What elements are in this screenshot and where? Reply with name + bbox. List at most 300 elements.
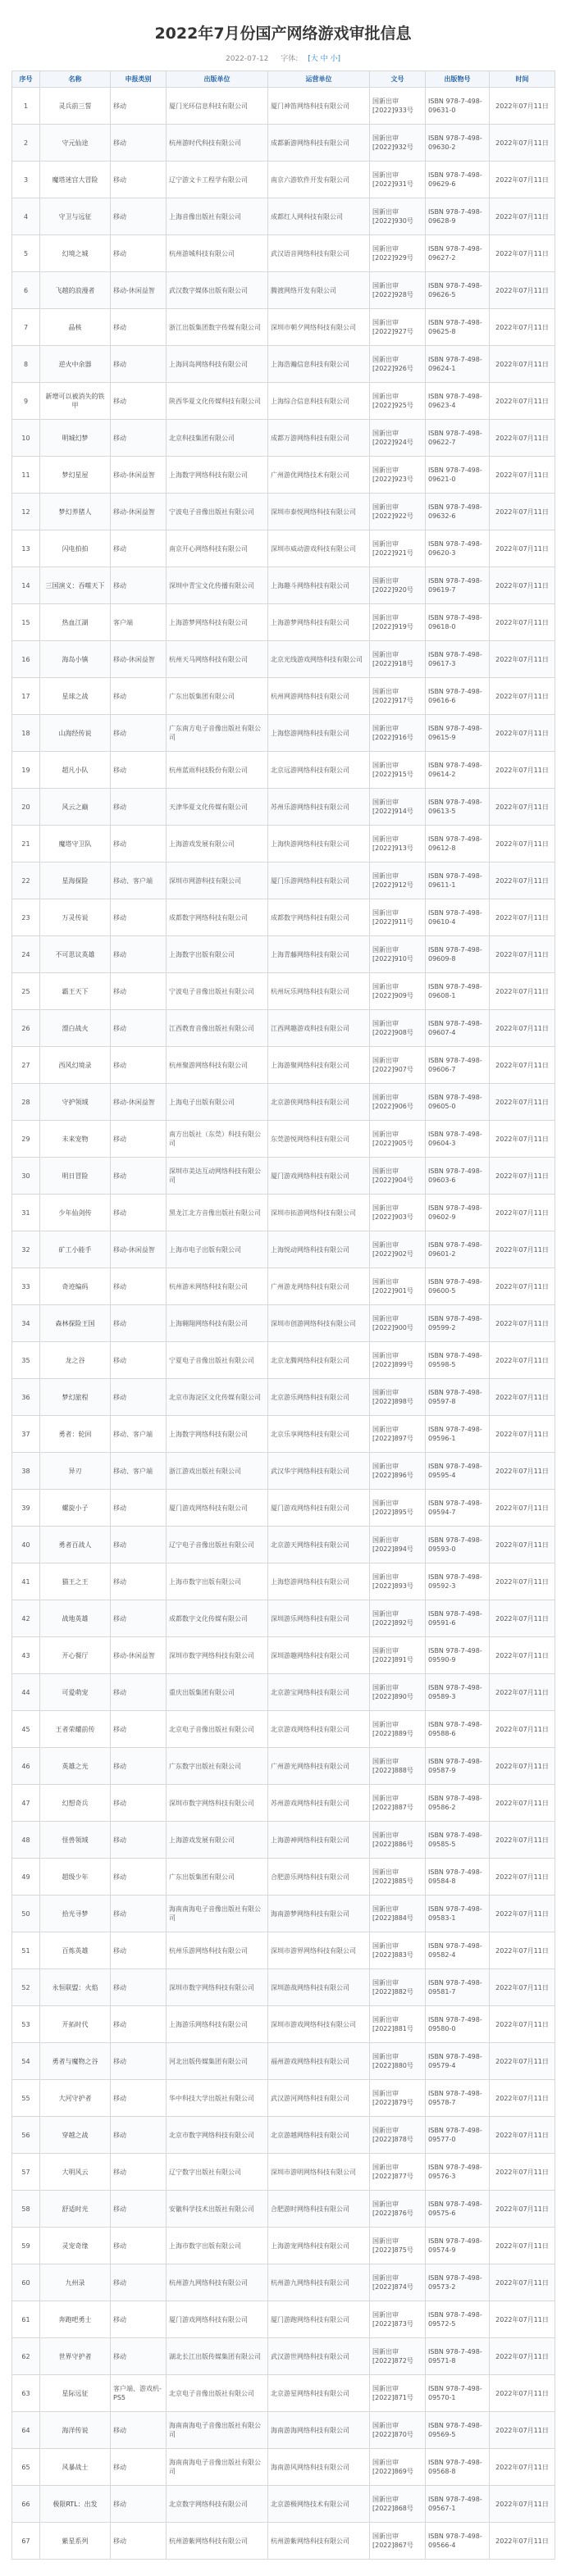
cell-publisher: 浙江游戏出版社有限公司 <box>167 1453 268 1490</box>
cell-approval-no: 国新出审[2022]900号 <box>370 1305 426 1342</box>
cell-operator: 武汉游世网络科技有限公司 <box>268 2338 370 2375</box>
cell-name: 闪电拍拍 <box>40 530 111 567</box>
cell-date: 2022年07月11日 <box>490 1896 555 1932</box>
cell-category: 移动-休闲益智 <box>111 1231 167 1268</box>
cell-category: 移动 <box>111 2006 167 2043</box>
cell-date: 2022年07月11日 <box>490 1600 555 1637</box>
cell-isbn: ISBN 978-7-498-09608-1 <box>426 973 490 1010</box>
cell-approval-no: 国新出审[2022]897号 <box>370 1416 426 1453</box>
cell-category: 移动 <box>111 2080 167 2117</box>
cell-approval-no: 国新出审[2022]899号 <box>370 1342 426 1379</box>
cell-operator: 杭州玩乐网络科技有限公司 <box>268 973 370 1010</box>
table-row <box>12 272 555 309</box>
cell-date: 2022年07月11日 <box>490 2117 555 2154</box>
cell-publisher: 厦门游戏网络科技有限公司 <box>167 1490 268 1527</box>
cell-category: 移动 <box>111 1785 167 1822</box>
cell-approval-no: 国新出审[2022]908号 <box>370 1010 426 1047</box>
cell-date: 2022年07月11日 <box>490 567 555 604</box>
cell-publisher: 杭州游城科技有限公司 <box>167 235 268 272</box>
cell-publisher: 海南南海电子音像出版社有限公司 <box>167 1896 268 1932</box>
cell-approval-no: 国新出审[2022]906号 <box>370 1084 426 1121</box>
cell-date: 2022年07月11日 <box>490 420 555 457</box>
cell-name: 森林探险王国 <box>40 1305 111 1342</box>
cell-operator: 杭州游紫网络科技有限公司 <box>268 2523 370 2560</box>
cell-name: 幻想奇兵 <box>40 1785 111 1822</box>
table-row <box>12 2228 555 2264</box>
cell-name: 奔跑吧勇士 <box>40 2301 111 2338</box>
cell-date: 2022年07月11日 <box>490 899 555 936</box>
cell-category: 移动-休闲益智 <box>111 494 167 530</box>
cell-name: 守护领域 <box>40 1084 111 1121</box>
cell-approval-no: 国新出审[2022]921号 <box>370 530 426 567</box>
cell-category: 移动 <box>111 1748 167 1785</box>
table-row <box>12 235 555 272</box>
cell-isbn: ISBN 978-7-498-09574-9 <box>426 2228 490 2264</box>
cell-publisher: 上海数字网络科技有限公司 <box>167 1416 268 1453</box>
cell-name: 开心餐厅 <box>40 1637 111 1674</box>
cell-operator: 武汉华宇网络科技有限公司 <box>268 1453 370 1490</box>
cell-name: 异刃 <box>40 1453 111 1490</box>
cell-publisher: 北京数字网络科技有限公司 <box>167 2486 268 2523</box>
table-row <box>12 1896 555 1932</box>
cell-isbn: ISBN 978-7-498-09629-6 <box>426 162 490 198</box>
cell-isbn: ISBN 978-7-498-09625-8 <box>426 309 490 346</box>
cell-category: 移动-休闲益智 <box>111 1084 167 1121</box>
cell-category: 移动 <box>111 2523 167 2560</box>
cell-date: 2022年07月11日 <box>490 973 555 1010</box>
cell-approval-no: 国新出审[2022]910号 <box>370 936 426 973</box>
cell-index: 30 <box>12 1158 40 1195</box>
cell-index: 24 <box>12 936 40 973</box>
cell-approval-no: 国新出审[2022]894号 <box>370 1527 426 1563</box>
cell-category: 移动 <box>111 826 167 862</box>
cell-date: 2022年07月11日 <box>490 494 555 530</box>
cell-operator: 上海快游网络科技有限公司 <box>268 826 370 862</box>
cell-publisher: 厦门游戏网络科技有限公司 <box>167 2301 268 2338</box>
cell-isbn: ISBN 978-7-498-09593-0 <box>426 1527 490 1563</box>
cell-date: 2022年07月11日 <box>490 1268 555 1305</box>
table-row <box>12 1121 555 1158</box>
cell-operator: 厦门游跑网络科技有限公司 <box>268 2301 370 2338</box>
cell-category: 移动 <box>111 2191 167 2228</box>
cell-index: 59 <box>12 2228 40 2264</box>
table-row <box>12 1231 555 1268</box>
cell-date: 2022年07月11日 <box>490 2264 555 2301</box>
cell-name: 大明风云 <box>40 2154 111 2191</box>
cell-date: 2022年07月11日 <box>490 1453 555 1490</box>
cell-category: 移动 <box>111 2228 167 2264</box>
cell-date: 2022年07月11日 <box>490 1785 555 1822</box>
cell-operator: 厦门乐游网络科技有限公司 <box>268 862 370 899</box>
cell-category: 移动 <box>111 2486 167 2523</box>
header-operator: 运营单位 <box>268 71 370 88</box>
table-row <box>12 641 555 678</box>
cell-date: 2022年07月11日 <box>490 1084 555 1121</box>
cell-index: 20 <box>12 789 40 826</box>
cell-name: 逆火中余器 <box>40 346 111 383</box>
cell-date: 2022年07月11日 <box>490 1527 555 1563</box>
header-publisher: 出版单位 <box>167 71 268 88</box>
cell-isbn: ISBN 978-7-498-09577-0 <box>426 2117 490 2154</box>
cell-category: 移动 <box>111 383 167 420</box>
cell-approval-no: 国新出审[2022]875号 <box>370 2228 426 2264</box>
table-row <box>12 2375 555 2412</box>
cell-publisher: 厦门光环信息科技有限公司 <box>167 88 268 125</box>
cell-date: 2022年07月11日 <box>490 1932 555 1969</box>
cell-index: 15 <box>12 604 40 641</box>
publish-date: 2022-07-12 <box>226 55 269 63</box>
cell-date: 2022年07月11日 <box>490 1305 555 1342</box>
cell-approval-no: 国新出审[2022]917号 <box>370 678 426 715</box>
cell-name: 海岛小镇 <box>40 641 111 678</box>
cell-category: 移动 <box>111 1932 167 1969</box>
cell-operator: 上海游聚网络科技有限公司 <box>268 1047 370 1084</box>
cell-isbn: ISBN 978-7-498-09606-7 <box>426 1047 490 1084</box>
cell-date: 2022年07月11日 <box>490 198 555 235</box>
table-row <box>12 973 555 1010</box>
cell-operator: 北京游越网络科技有限公司 <box>268 2117 370 2154</box>
cell-index: 17 <box>12 678 40 715</box>
cell-index: 44 <box>12 1674 40 1711</box>
cell-index: 52 <box>12 1969 40 2006</box>
cell-category: 移动 <box>111 1822 167 1859</box>
cell-date: 2022年07月11日 <box>490 2338 555 2375</box>
cell-isbn: ISBN 978-7-498-09586-2 <box>426 1785 490 1822</box>
table-row <box>12 1969 555 2006</box>
cell-isbn: ISBN 978-7-498-09617-3 <box>426 641 490 678</box>
cell-operator: 上海悦动网络科技有限公司 <box>268 1231 370 1268</box>
cell-publisher: 陕西华夏文化传媒科技有限公司 <box>167 383 268 420</box>
cell-operator: 武汉游河网络科技有限公司 <box>268 2080 370 2117</box>
cell-category: 客户端、游戏机-PS5 <box>111 2375 167 2412</box>
cell-isbn: ISBN 978-7-498-09631-0 <box>426 88 490 125</box>
cell-isbn: ISBN 978-7-498-09621-0 <box>426 457 490 494</box>
cell-isbn: ISBN 978-7-498-09603-6 <box>426 1158 490 1195</box>
cell-approval-no: 国新出审[2022]868号 <box>370 2486 426 2523</box>
font-size-label: 字体: <box>281 55 299 63</box>
cell-index: 1 <box>12 88 40 125</box>
cell-name: 螺旋小子 <box>40 1490 111 1527</box>
table-row <box>12 1748 555 1785</box>
cell-category: 移动 <box>111 567 167 604</box>
cell-isbn: ISBN 978-7-498-09609-8 <box>426 936 490 973</box>
cell-name: 星球之战 <box>40 678 111 715</box>
cell-isbn: ISBN 978-7-498-09588-6 <box>426 1711 490 1748</box>
cell-publisher: 杭州游紫网络科技有限公司 <box>167 2523 268 2560</box>
cell-publisher: 黑龙江北方音像出版社有限公司 <box>167 1195 268 1231</box>
cell-operator: 深圳市创游网络科技有限公司 <box>268 1305 370 1342</box>
cell-approval-no: 国新出审[2022]880号 <box>370 2043 426 2080</box>
cell-index: 42 <box>12 1600 40 1637</box>
cell-name: 勇者与魔物之谷 <box>40 2043 111 2080</box>
header-index: 序号 <box>12 71 40 88</box>
cell-publisher: 杭州天马网络科技有限公司 <box>167 641 268 678</box>
cell-isbn: ISBN 978-7-498-09589-3 <box>426 1674 490 1711</box>
cell-operator: 上海游宠网络科技有限公司 <box>268 2228 370 2264</box>
table-row <box>12 162 555 198</box>
cell-index: 27 <box>12 1047 40 1084</box>
table-row <box>12 789 555 826</box>
table-header-row <box>12 71 555 88</box>
cell-category: 移动 <box>111 235 167 272</box>
cell-isbn: ISBN 978-7-498-09566-4 <box>426 2523 490 2560</box>
cell-isbn: ISBN 978-7-498-09611-1 <box>426 862 490 899</box>
cell-approval-no: 国新出审[2022]932号 <box>370 125 426 162</box>
cell-name: 明城幻梦 <box>40 420 111 457</box>
cell-operator: 深圳市拓游网络科技有限公司 <box>268 1195 370 1231</box>
cell-isbn: ISBN 978-7-498-09610-4 <box>426 899 490 936</box>
cell-index: 5 <box>12 235 40 272</box>
cell-approval-no: 国新出审[2022]879号 <box>370 2080 426 2117</box>
cell-operator: 成都数字网络科技有限公司 <box>268 899 370 936</box>
cell-name: 奇迹编码 <box>40 1268 111 1305</box>
cell-operator: 上海浩瀚信息科技有限公司 <box>268 346 370 383</box>
cell-name: 风暴战士 <box>40 2449 111 2486</box>
cell-approval-no: 国新出审[2022]929号 <box>370 235 426 272</box>
cell-approval-no: 国新出审[2022]889号 <box>370 1711 426 1748</box>
cell-index: 38 <box>12 1453 40 1490</box>
cell-isbn: ISBN 978-7-498-09580-0 <box>426 2006 490 2043</box>
cell-operator: 武汉语音网络科技有限公司 <box>268 235 370 272</box>
cell-publisher: 宁波电子音像出版社有限公司 <box>167 494 268 530</box>
cell-operator: 北京游极网络技术有限公司 <box>268 2486 370 2523</box>
cell-approval-no: 国新出审[2022]931号 <box>370 162 426 198</box>
cell-operator: 北京游星网络科技有限公司 <box>268 2375 370 2412</box>
table-row <box>12 1010 555 1047</box>
cell-index: 25 <box>12 973 40 1010</box>
cell-isbn: ISBN 978-7-498-09623-4 <box>426 383 490 420</box>
cell-name: 龙之谷 <box>40 1342 111 1379</box>
cell-name: 海洋传说 <box>40 2412 111 2449</box>
cell-date: 2022年07月11日 <box>490 1416 555 1453</box>
cell-date: 2022年07月11日 <box>490 530 555 567</box>
table-row <box>12 2080 555 2117</box>
cell-publisher: 宁夏电子音像出版社有限公司 <box>167 1342 268 1379</box>
cell-operator: 深圳市朝夕网络科技有限公司 <box>268 309 370 346</box>
cell-category: 移动 <box>111 2449 167 2486</box>
cell-publisher: 广东出版集团有限公司 <box>167 1859 268 1896</box>
cell-publisher: 河北出版传媒集团有限公司 <box>167 2043 268 2080</box>
cell-publisher: 广东出版集团有限公司 <box>167 678 268 715</box>
cell-category: 移动 <box>111 198 167 235</box>
cell-publisher: 深圳市数字网络科技有限公司 <box>167 1785 268 1822</box>
table-row <box>12 1416 555 1453</box>
cell-category: 移动 <box>111 1896 167 1932</box>
cell-index: 6 <box>12 272 40 309</box>
cell-date: 2022年07月11日 <box>490 2043 555 2080</box>
cell-name: 超级少年 <box>40 1859 111 1896</box>
cell-category: 移动 <box>111 2043 167 2080</box>
cell-approval-no: 国新出审[2022]922号 <box>370 494 426 530</box>
cell-index: 16 <box>12 641 40 678</box>
cell-approval-no: 国新出审[2022]881号 <box>370 2006 426 2043</box>
cell-category: 移动 <box>111 1195 167 1231</box>
cell-operator: 海南游风网络科技有限公司 <box>268 2449 370 2486</box>
cell-index: 23 <box>12 899 40 936</box>
cell-date: 2022年07月11日 <box>490 162 555 198</box>
cell-category: 移动-休闲益智 <box>111 641 167 678</box>
cell-isbn: ISBN 978-7-498-09605-0 <box>426 1084 490 1121</box>
cell-name: 开拓时代 <box>40 2006 111 2043</box>
cell-name: 西风幻境录 <box>40 1047 111 1084</box>
cell-name: 晶核 <box>40 309 111 346</box>
table-row <box>12 936 555 973</box>
cell-publisher: 上海市数字出版有限公司 <box>167 2228 268 2264</box>
cell-isbn: ISBN 978-7-498-09590-9 <box>426 1637 490 1674</box>
cell-date: 2022年07月11日 <box>490 125 555 162</box>
cell-category: 移动-休闲益智 <box>111 272 167 309</box>
cell-name: 漂白战火 <box>40 1010 111 1047</box>
table-row <box>12 826 555 862</box>
cell-isbn: ISBN 978-7-498-09618-0 <box>426 604 490 641</box>
table-row <box>12 530 555 567</box>
cell-publisher: 华中科技大学出版社有限公司 <box>167 2080 268 2117</box>
cell-index: 45 <box>12 1711 40 1748</box>
cell-index: 58 <box>12 2191 40 2228</box>
cell-category: 移动 <box>111 973 167 1010</box>
cell-operator: 南京六游软件开发有限公司 <box>268 162 370 198</box>
table-row <box>12 2301 555 2338</box>
cell-isbn: ISBN 978-7-498-09622-7 <box>426 420 490 457</box>
cell-operator: 深圳市威动游戏科技有限公司 <box>268 530 370 567</box>
cell-isbn: ISBN 978-7-498-09594-7 <box>426 1490 490 1527</box>
table-row <box>12 383 555 420</box>
cell-publisher: 广东数字出版社有限公司 <box>167 1748 268 1785</box>
table-row <box>12 862 555 899</box>
cell-category: 移动 <box>111 1010 167 1047</box>
cell-isbn: ISBN 978-7-498-09596-1 <box>426 1416 490 1453</box>
cell-date: 2022年07月11日 <box>490 715 555 752</box>
cell-date: 2022年07月11日 <box>490 1379 555 1416</box>
cell-operator: 广州游龙网络科技有限公司 <box>268 1268 370 1305</box>
cell-index: 33 <box>12 1268 40 1305</box>
header-approval-no: 文号 <box>370 71 426 88</box>
cell-date: 2022年07月11日 <box>490 1195 555 1231</box>
table-row <box>12 125 555 162</box>
cell-index: 63 <box>12 2375 40 2412</box>
cell-approval-no: 国新出审[2022]907号 <box>370 1047 426 1084</box>
table-row <box>12 1527 555 1563</box>
cell-date: 2022年07月11日 <box>490 272 555 309</box>
cell-date: 2022年07月11日 <box>490 1342 555 1379</box>
cell-index: 3 <box>12 162 40 198</box>
cell-date: 2022年07月11日 <box>490 1490 555 1527</box>
cell-approval-no: 国新出审[2022]895号 <box>370 1490 426 1527</box>
cell-index: 36 <box>12 1379 40 1416</box>
cell-operator: 腾渡网络开发有限公司 <box>268 272 370 309</box>
cell-approval-no: 国新出审[2022]925号 <box>370 383 426 420</box>
cell-isbn: ISBN 978-7-498-09567-1 <box>426 2486 490 2523</box>
page-title: 2022年7月份国产网络游戏审批信息 <box>154 25 412 43</box>
table-row <box>12 1084 555 1121</box>
table-row <box>12 1195 555 1231</box>
cell-isbn: ISBN 978-7-498-09572-5 <box>426 2301 490 2338</box>
cell-publisher: 北京电子音像出版社有限公司 <box>167 2375 268 2412</box>
table-row <box>12 1342 555 1379</box>
cell-category: 移动 <box>111 1121 167 1158</box>
cell-operator: 深圳市游界网络科技有限公司 <box>268 1932 370 1969</box>
cell-index: 26 <box>12 1010 40 1047</box>
cell-index: 41 <box>12 1563 40 1600</box>
cell-name: 守元仙途 <box>40 125 111 162</box>
cell-operator: 上海游神网络科技有限公司 <box>268 1822 370 1859</box>
cell-index: 67 <box>12 2523 40 2560</box>
cell-category: 移动 <box>111 789 167 826</box>
cell-index: 46 <box>12 1748 40 1785</box>
cell-publisher: 武汉数字媒体出版有限公司 <box>167 272 268 309</box>
cell-publisher: 南方出版社（东莞）科技有限公司 <box>167 1121 268 1158</box>
table-row <box>12 2412 555 2449</box>
cell-category: 移动 <box>111 1158 167 1195</box>
cell-publisher: 成都数字文化传媒有限公司 <box>167 1600 268 1637</box>
approval-table <box>11 71 555 2560</box>
cell-publisher: 江西教育音像出版社有限公司 <box>167 1010 268 1047</box>
font-size-switch[interactable]: [大 中 小] <box>308 55 340 63</box>
cell-category: 移动 <box>111 530 167 567</box>
cell-publisher: 上海电子出版有限公司 <box>167 1084 268 1121</box>
cell-isbn: ISBN 978-7-498-09630-2 <box>426 125 490 162</box>
cell-operator: 深圳市游戏网络科技有限公司 <box>268 2006 370 2043</box>
cell-index: 49 <box>12 1859 40 1896</box>
cell-isbn: ISBN 978-7-498-09601-2 <box>426 1231 490 1268</box>
cell-category: 移动 <box>111 752 167 789</box>
cell-index: 7 <box>12 309 40 346</box>
cell-publisher: 辽宁电子音像出版社有限公司 <box>167 1527 268 1563</box>
cell-index: 19 <box>12 752 40 789</box>
table-row <box>12 1563 555 1600</box>
cell-approval-no: 国新出审[2022]867号 <box>370 2523 426 2560</box>
table-row <box>12 420 555 457</box>
cell-approval-no: 国新出审[2022]891号 <box>370 1637 426 1674</box>
cell-approval-no: 国新出审[2022]928号 <box>370 272 426 309</box>
cell-date: 2022年07月11日 <box>490 2154 555 2191</box>
cell-date: 2022年07月11日 <box>490 1711 555 1748</box>
cell-name: 猫王之王 <box>40 1563 111 1600</box>
cell-approval-no: 国新出审[2022]874号 <box>370 2264 426 2301</box>
cell-category: 移动 <box>111 1342 167 1379</box>
cell-operator: 北京龙腾网络科技有限公司 <box>268 1342 370 1379</box>
cell-index: 22 <box>12 862 40 899</box>
cell-approval-no: 国新出审[2022]916号 <box>370 715 426 752</box>
cell-name: 幻境之城 <box>40 235 111 272</box>
cell-index: 39 <box>12 1490 40 1527</box>
cell-category: 移动 <box>111 2264 167 2301</box>
article-meta <box>11 52 555 71</box>
cell-index: 32 <box>12 1231 40 1268</box>
cell-category: 移动 <box>111 1859 167 1896</box>
cell-name: 大河守护者 <box>40 2080 111 2117</box>
cell-category: 移动 <box>111 936 167 973</box>
cell-date: 2022年07月11日 <box>490 346 555 383</box>
cell-category: 移动-休闲益智 <box>111 457 167 494</box>
cell-operator: 成都新游网络科技有限公司 <box>268 125 370 162</box>
cell-isbn: ISBN 978-7-498-09573-2 <box>426 2264 490 2301</box>
cell-operator: 海南游梦网络科技有限公司 <box>268 1896 370 1932</box>
cell-date: 2022年07月11日 <box>490 936 555 973</box>
cell-operator: 东莞游悦网络科技有限公司 <box>268 1121 370 1158</box>
cell-publisher: 杭州游时代科技有限公司 <box>167 125 268 162</box>
cell-publisher: 北京科技集团有限公司 <box>167 420 268 457</box>
cell-name: 灵兵前三誓 <box>40 88 111 125</box>
table-row <box>12 198 555 235</box>
cell-isbn: ISBN 978-7-498-09569-5 <box>426 2412 490 2449</box>
table-row <box>12 1047 555 1084</box>
table-row <box>12 678 555 715</box>
cell-index: 34 <box>12 1305 40 1342</box>
cell-isbn: ISBN 978-7-498-09613-5 <box>426 789 490 826</box>
cell-category: 移动 <box>111 88 167 125</box>
cell-name: 灵宠奇缘 <box>40 2228 111 2264</box>
